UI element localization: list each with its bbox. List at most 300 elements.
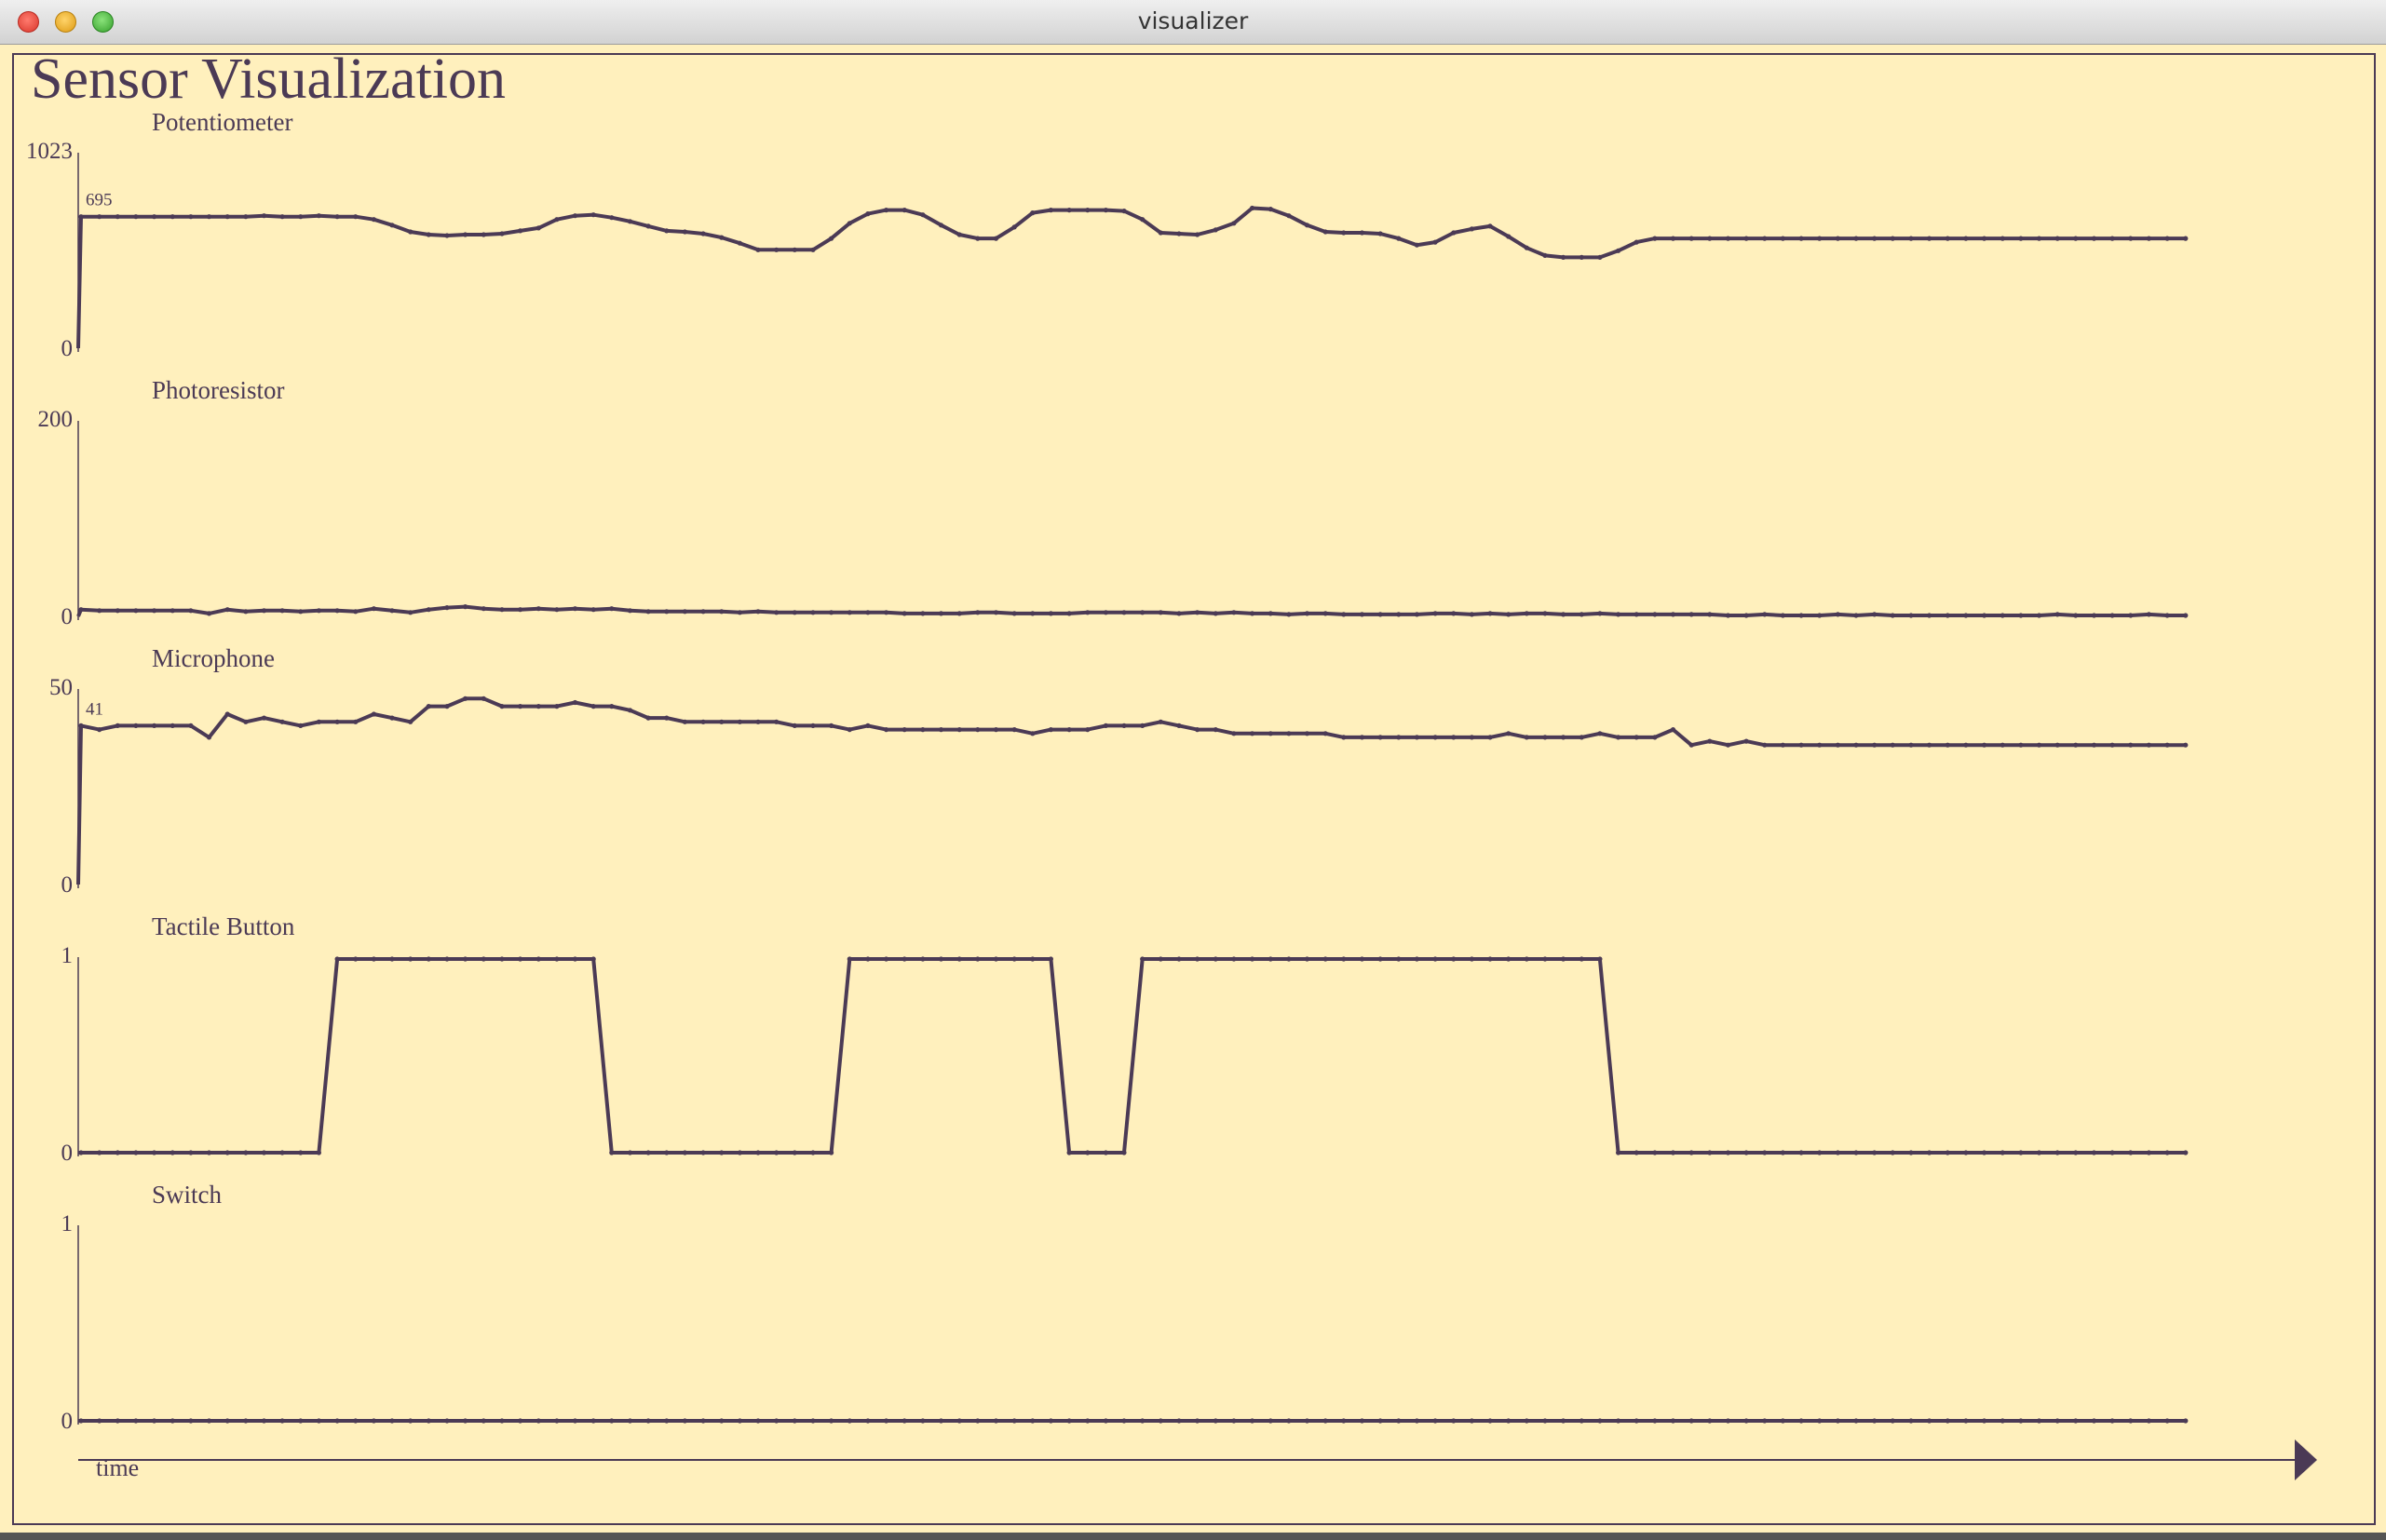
data-point-microphone bbox=[573, 700, 577, 705]
data-point-microphone bbox=[133, 723, 138, 728]
data-point-tactile-button bbox=[335, 956, 340, 961]
data-point-tactile-button bbox=[1963, 1150, 1968, 1155]
data-point-photoresistor bbox=[427, 607, 431, 612]
data-point-tactile-button bbox=[1671, 1150, 1675, 1155]
data-point-photoresistor bbox=[1597, 611, 1602, 615]
panel-title-photoresistor: Photoresistor bbox=[152, 376, 285, 404]
data-point-potentiometer bbox=[1891, 236, 1895, 241]
data-point-tactile-button bbox=[389, 956, 394, 961]
data-point-potentiometer bbox=[115, 214, 120, 219]
data-point-potentiometer bbox=[1963, 236, 1968, 241]
data-point-photoresistor bbox=[573, 606, 577, 611]
data-point-potentiometer bbox=[427, 232, 431, 236]
data-point-photoresistor bbox=[170, 608, 175, 613]
data-point-tactile-button bbox=[262, 1150, 266, 1155]
data-point-switch bbox=[2110, 1418, 2115, 1423]
data-point-photoresistor bbox=[1159, 610, 1163, 615]
data-point-potentiometer bbox=[1908, 236, 1913, 241]
data-point-switch bbox=[2165, 1418, 2170, 1423]
data-point-tactile-button bbox=[646, 1150, 651, 1155]
data-point-microphone bbox=[774, 720, 779, 724]
data-point-tactile-button bbox=[1542, 956, 1547, 961]
data-point-switch bbox=[1323, 1418, 1328, 1423]
data-point-switch bbox=[170, 1418, 175, 1423]
data-point-switch bbox=[1030, 1418, 1035, 1423]
data-point-tactile-button bbox=[1159, 956, 1163, 961]
data-point-switch bbox=[298, 1418, 303, 1423]
data-point-tactile-button bbox=[1597, 956, 1602, 961]
time-axis-label: time bbox=[96, 1454, 140, 1481]
data-point-tactile-button bbox=[427, 956, 431, 961]
data-point-photoresistor bbox=[2147, 612, 2151, 616]
data-point-microphone bbox=[2018, 743, 2023, 748]
data-point-potentiometer bbox=[1561, 255, 1566, 260]
data-point-photoresistor bbox=[389, 608, 394, 613]
data-point-potentiometer bbox=[152, 214, 156, 219]
data-point-switch bbox=[1927, 1418, 1932, 1423]
data-point-tactile-button bbox=[372, 956, 376, 961]
data-point-microphone bbox=[170, 723, 175, 728]
data-point-potentiometer bbox=[280, 214, 285, 219]
data-point-microphone bbox=[353, 720, 358, 724]
y-max-label-tactile-button: 1 bbox=[61, 943, 73, 968]
data-point-microphone bbox=[1231, 731, 1236, 736]
data-point-photoresistor bbox=[1341, 612, 1346, 616]
data-point-microphone bbox=[2055, 743, 2060, 748]
data-point-tactile-button bbox=[2110, 1150, 2115, 1155]
data-point-tactile-button bbox=[683, 1150, 687, 1155]
data-point-switch bbox=[518, 1418, 522, 1423]
y-min-label-microphone: 0 bbox=[61, 872, 73, 898]
data-point-photoresistor bbox=[1250, 611, 1254, 615]
data-point-microphone bbox=[2000, 743, 2005, 748]
data-point-switch bbox=[389, 1418, 394, 1423]
data-point-switch bbox=[847, 1418, 852, 1423]
data-point-photoresistor bbox=[2110, 613, 2115, 617]
data-point-tactile-button bbox=[920, 956, 925, 961]
data-point-microphone bbox=[444, 704, 449, 709]
data-point-tactile-button bbox=[133, 1150, 138, 1155]
panel-title-tactile-button: Tactile Button bbox=[152, 912, 295, 940]
data-point-photoresistor bbox=[1360, 612, 1364, 616]
data-point-switch bbox=[1579, 1418, 1584, 1423]
data-point-photoresistor bbox=[335, 608, 340, 613]
data-point-photoresistor bbox=[664, 609, 669, 614]
data-point-switch bbox=[408, 1418, 413, 1423]
data-point-tactile-button bbox=[1012, 956, 1017, 961]
time-axis-arrow-icon bbox=[2295, 1439, 2317, 1480]
data-point-microphone bbox=[225, 711, 230, 716]
data-point-potentiometer bbox=[1159, 230, 1163, 235]
data-point-potentiometer bbox=[920, 212, 925, 217]
series-line-microphone bbox=[78, 698, 2186, 885]
data-point-tactile-button bbox=[1140, 956, 1145, 961]
data-point-microphone bbox=[97, 727, 102, 732]
data-point-potentiometer bbox=[609, 215, 614, 220]
data-point-photoresistor bbox=[2128, 613, 2133, 617]
data-point-potentiometer bbox=[2128, 236, 2133, 241]
data-point-microphone bbox=[884, 727, 888, 732]
data-point-switch bbox=[975, 1418, 980, 1423]
data-point-photoresistor bbox=[207, 611, 211, 615]
data-point-potentiometer bbox=[188, 214, 193, 219]
data-point-microphone bbox=[683, 720, 687, 724]
data-point-switch bbox=[1542, 1418, 1547, 1423]
data-point-microphone bbox=[536, 704, 541, 709]
data-point-tactile-button bbox=[1067, 1150, 1072, 1155]
data-point-switch bbox=[1616, 1418, 1620, 1423]
data-point-switch bbox=[1707, 1418, 1712, 1423]
data-point-switch bbox=[1231, 1418, 1236, 1423]
data-point-microphone bbox=[372, 711, 376, 716]
data-point-photoresistor bbox=[1213, 611, 1218, 615]
data-point-tactile-button bbox=[1561, 956, 1566, 961]
data-point-tactile-button bbox=[1286, 956, 1291, 961]
y-max-label-switch: 1 bbox=[61, 1211, 73, 1236]
data-point-potentiometer bbox=[2183, 236, 2188, 241]
data-point-tactile-button bbox=[994, 956, 998, 961]
data-point-photoresistor bbox=[2055, 612, 2060, 616]
data-point-microphone bbox=[1030, 731, 1035, 736]
data-point-tactile-button bbox=[2147, 1150, 2151, 1155]
data-point-switch bbox=[1817, 1418, 1822, 1423]
data-point-microphone bbox=[1762, 743, 1767, 748]
data-point-switch bbox=[1067, 1418, 1072, 1423]
data-point-potentiometer bbox=[1982, 236, 1986, 241]
data-point-microphone bbox=[1634, 735, 1639, 739]
data-point-photoresistor bbox=[499, 607, 504, 612]
data-point-microphone bbox=[2073, 743, 2078, 748]
data-point-photoresistor bbox=[1561, 612, 1566, 616]
data-point-tactile-button bbox=[2128, 1150, 2133, 1155]
data-point-potentiometer bbox=[1323, 229, 1328, 234]
data-point-switch bbox=[2000, 1418, 2005, 1423]
data-point-tactile-button bbox=[353, 956, 358, 961]
data-point-switch bbox=[1415, 1418, 1419, 1423]
data-point-photoresistor bbox=[1415, 612, 1419, 616]
data-point-potentiometer bbox=[1305, 223, 1309, 227]
data-point-photoresistor bbox=[2183, 613, 2188, 617]
data-point-photoresistor bbox=[847, 610, 852, 615]
data-point-microphone bbox=[408, 720, 413, 724]
data-point-microphone bbox=[115, 723, 120, 728]
data-point-microphone bbox=[1799, 743, 1804, 748]
data-point-microphone bbox=[1652, 735, 1657, 739]
data-point-photoresistor bbox=[2092, 613, 2096, 617]
data-point-photoresistor bbox=[1433, 611, 1438, 615]
data-point-tactile-button bbox=[1378, 956, 1383, 961]
data-point-microphone bbox=[1891, 743, 1895, 748]
data-point-microphone bbox=[975, 727, 980, 732]
data-point-microphone bbox=[664, 716, 669, 721]
data-point-photoresistor bbox=[628, 608, 632, 613]
data-point-microphone bbox=[2092, 743, 2096, 748]
data-point-tactile-button bbox=[1341, 956, 1346, 961]
data-point-potentiometer bbox=[2110, 236, 2115, 241]
data-point-switch bbox=[920, 1418, 925, 1423]
data-point-switch bbox=[664, 1418, 669, 1423]
data-point-microphone bbox=[1542, 735, 1547, 739]
data-point-microphone bbox=[427, 704, 431, 709]
data-point-switch bbox=[1341, 1418, 1346, 1423]
data-point-tactile-button bbox=[536, 956, 541, 961]
data-point-photoresistor bbox=[701, 609, 706, 614]
y-max-label-microphone: 50 bbox=[49, 675, 73, 700]
data-point-switch bbox=[2128, 1418, 2133, 1423]
y-min-label-potentiometer: 0 bbox=[61, 336, 73, 361]
data-point-potentiometer bbox=[573, 213, 577, 218]
data-point-microphone bbox=[755, 720, 760, 724]
data-point-switch bbox=[1781, 1418, 1785, 1423]
data-point-switch bbox=[902, 1418, 907, 1423]
data-point-switch bbox=[317, 1418, 321, 1423]
data-point-photoresistor bbox=[1286, 612, 1291, 616]
data-point-photoresistor bbox=[1744, 613, 1749, 617]
window-title: visualizer bbox=[1137, 7, 1249, 34]
data-point-potentiometer bbox=[1634, 240, 1639, 245]
data-point-microphone bbox=[1268, 731, 1273, 736]
data-point-switch bbox=[97, 1418, 102, 1423]
data-point-photoresistor bbox=[1963, 613, 1968, 617]
data-point-photoresistor bbox=[1451, 611, 1456, 615]
data-point-photoresistor bbox=[957, 611, 962, 615]
data-point-switch bbox=[133, 1418, 138, 1423]
data-point-tactile-button bbox=[719, 1150, 724, 1155]
data-point-tactile-button bbox=[518, 956, 522, 961]
data-point-photoresistor bbox=[1872, 612, 1877, 616]
data-point-microphone bbox=[1305, 731, 1309, 736]
data-point-microphone bbox=[1104, 723, 1108, 728]
data-point-photoresistor bbox=[1231, 610, 1236, 615]
data-point-photoresistor bbox=[1891, 613, 1895, 617]
panel-microphone bbox=[49, 644, 2188, 898]
data-point-photoresistor bbox=[353, 609, 358, 614]
data-point-tactile-button bbox=[1836, 1150, 1840, 1155]
data-point-potentiometer bbox=[1799, 236, 1804, 241]
data-point-microphone bbox=[920, 727, 925, 732]
data-point-switch bbox=[2073, 1418, 2078, 1423]
data-point-potentiometer bbox=[1268, 207, 1273, 211]
data-point-tactile-button bbox=[1470, 956, 1474, 961]
y-max-label-photoresistor: 200 bbox=[37, 407, 73, 432]
data-point-switch bbox=[499, 1418, 504, 1423]
data-point-switch bbox=[262, 1418, 266, 1423]
data-point-tactile-button bbox=[243, 1150, 248, 1155]
data-point-tactile-button bbox=[1323, 956, 1328, 961]
data-point-photoresistor bbox=[1067, 611, 1072, 615]
data-point-microphone bbox=[1159, 720, 1163, 724]
data-point-photoresistor bbox=[810, 610, 815, 615]
data-point-microphone bbox=[554, 704, 559, 709]
data-point-potentiometer bbox=[97, 214, 102, 219]
data-point-switch bbox=[573, 1418, 577, 1423]
data-point-potentiometer bbox=[2055, 236, 2060, 241]
data-point-potentiometer bbox=[1396, 236, 1401, 241]
data-point-switch bbox=[1671, 1418, 1675, 1423]
series-line-tactile-button bbox=[78, 959, 2186, 1153]
data-point-microphone bbox=[1250, 731, 1254, 736]
data-point-potentiometer bbox=[170, 214, 175, 219]
data-point-potentiometer bbox=[1030, 210, 1035, 215]
data-point-switch bbox=[2092, 1418, 2096, 1423]
data-point-microphone bbox=[1872, 743, 1877, 748]
data-point-potentiometer bbox=[1872, 236, 1877, 241]
data-point-photoresistor bbox=[1140, 610, 1145, 615]
data-point-tactile-button bbox=[1891, 1150, 1895, 1155]
data-point-photoresistor bbox=[1030, 611, 1035, 615]
data-point-potentiometer bbox=[243, 214, 248, 219]
data-point-tactile-button bbox=[2165, 1150, 2170, 1155]
data-point-potentiometer bbox=[1049, 208, 1053, 212]
data-point-switch bbox=[2037, 1418, 2041, 1423]
data-point-potentiometer bbox=[444, 233, 449, 237]
data-point-switch bbox=[1634, 1418, 1639, 1423]
data-point-tactile-button bbox=[1231, 956, 1236, 961]
data-point-photoresistor bbox=[1049, 611, 1053, 615]
data-point-potentiometer bbox=[1762, 236, 1767, 241]
data-point-photoresistor bbox=[774, 610, 779, 615]
data-point-microphone bbox=[1121, 723, 1126, 728]
data-point-switch bbox=[1891, 1418, 1895, 1423]
data-point-tactile-button bbox=[1982, 1150, 1986, 1155]
data-point-photoresistor bbox=[646, 609, 651, 614]
data-point-tactile-button bbox=[1121, 1150, 1126, 1155]
data-point-switch bbox=[2147, 1418, 2151, 1423]
data-point-potentiometer bbox=[810, 248, 815, 252]
data-point-switch bbox=[481, 1418, 486, 1423]
data-point-microphone bbox=[2037, 743, 2041, 748]
data-point-microphone bbox=[738, 720, 742, 724]
data-point-tactile-button bbox=[170, 1150, 175, 1155]
series-line-potentiometer bbox=[78, 209, 2186, 349]
time-axis bbox=[78, 1439, 2317, 1481]
data-point-potentiometer bbox=[1707, 236, 1712, 241]
data-point-microphone bbox=[1927, 743, 1932, 748]
data-point-switch bbox=[2183, 1418, 2188, 1423]
data-point-microphone bbox=[1415, 735, 1419, 739]
data-point-potentiometer bbox=[317, 213, 321, 218]
data-point-photoresistor bbox=[975, 610, 980, 615]
data-point-photoresistor bbox=[755, 609, 760, 614]
data-point-potentiometer bbox=[1853, 236, 1858, 241]
data-point-switch bbox=[1049, 1418, 1053, 1423]
data-point-potentiometer bbox=[628, 219, 632, 223]
data-point-switch bbox=[1762, 1418, 1767, 1423]
panel-title-microphone: Microphone bbox=[152, 644, 275, 672]
data-point-photoresistor bbox=[1634, 612, 1639, 616]
data-point-switch bbox=[646, 1418, 651, 1423]
data-point-photoresistor bbox=[1707, 612, 1712, 616]
data-point-tactile-button bbox=[1360, 956, 1364, 961]
data-point-microphone bbox=[719, 720, 724, 724]
data-point-photoresistor bbox=[591, 607, 596, 612]
data-point-switch bbox=[1104, 1418, 1108, 1423]
data-point-switch bbox=[372, 1418, 376, 1423]
data-point-switch bbox=[1268, 1418, 1273, 1423]
data-point-microphone bbox=[463, 696, 468, 701]
data-point-potentiometer bbox=[1195, 232, 1200, 236]
data-point-tactile-button bbox=[444, 956, 449, 961]
data-point-potentiometer bbox=[2165, 236, 2170, 241]
data-point-microphone bbox=[317, 720, 321, 724]
data-point-microphone bbox=[1853, 743, 1858, 748]
data-point-potentiometer bbox=[1378, 231, 1383, 236]
data-point-potentiometer bbox=[1470, 226, 1474, 231]
data-point-photoresistor bbox=[1470, 612, 1474, 616]
data-point-photoresistor bbox=[1378, 612, 1383, 616]
data-point-switch bbox=[188, 1418, 193, 1423]
data-point-photoresistor bbox=[994, 610, 998, 615]
data-point-tactile-button bbox=[152, 1150, 156, 1155]
data-point-tactile-button bbox=[829, 1150, 834, 1155]
data-point-microphone bbox=[1140, 723, 1145, 728]
data-point-tactile-button bbox=[2018, 1150, 2023, 1155]
data-point-microphone bbox=[1176, 723, 1181, 728]
data-point-potentiometer bbox=[994, 236, 998, 241]
data-point-switch bbox=[609, 1418, 614, 1423]
data-point-photoresistor bbox=[1323, 611, 1328, 615]
data-point-microphone bbox=[2128, 743, 2133, 748]
data-point-photoresistor bbox=[1525, 611, 1529, 615]
data-point-potentiometer bbox=[1945, 236, 1950, 241]
data-point-tactile-button bbox=[1250, 956, 1254, 961]
data-point-switch bbox=[939, 1418, 943, 1423]
data-point-microphone bbox=[1982, 743, 1986, 748]
data-point-tactile-button bbox=[939, 956, 943, 961]
data-point-photoresistor bbox=[243, 609, 248, 614]
data-point-potentiometer bbox=[481, 232, 486, 236]
data-point-potentiometer bbox=[939, 223, 943, 227]
data-point-photoresistor bbox=[719, 609, 724, 614]
data-point-switch bbox=[884, 1418, 888, 1423]
data-point-potentiometer bbox=[1433, 240, 1438, 245]
data-point-microphone bbox=[957, 727, 962, 732]
data-point-microphone bbox=[1012, 727, 1017, 732]
data-point-photoresistor bbox=[188, 608, 193, 613]
data-point-photoresistor bbox=[1616, 612, 1620, 616]
data-point-photoresistor bbox=[738, 610, 742, 615]
data-point-microphone bbox=[1707, 739, 1712, 744]
data-point-tactile-button bbox=[1781, 1150, 1785, 1155]
data-point-tactile-button bbox=[774, 1150, 779, 1155]
value-marker-microphone: 41 bbox=[86, 699, 103, 720]
data-point-microphone bbox=[810, 723, 815, 728]
data-point-switch bbox=[2018, 1418, 2023, 1423]
data-point-potentiometer bbox=[902, 208, 907, 212]
panel-photoresistor bbox=[38, 376, 2189, 629]
data-point-photoresistor bbox=[1982, 613, 1986, 617]
data-point-tactile-button bbox=[1396, 956, 1401, 961]
data-point-tactile-button bbox=[1305, 956, 1309, 961]
data-point-switch bbox=[554, 1418, 559, 1423]
data-point-potentiometer bbox=[133, 214, 138, 219]
data-point-tactile-button bbox=[793, 1150, 797, 1155]
data-point-microphone bbox=[1067, 727, 1072, 732]
data-point-microphone bbox=[389, 716, 394, 721]
data-point-tactile-button bbox=[738, 1150, 742, 1155]
page-title: Sensor Visualization bbox=[31, 47, 507, 111]
data-point-photoresistor bbox=[609, 606, 614, 611]
data-point-photoresistor bbox=[1085, 610, 1090, 615]
data-point-photoresistor bbox=[683, 609, 687, 614]
data-point-potentiometer bbox=[335, 214, 340, 219]
data-point-switch bbox=[1744, 1418, 1749, 1423]
data-point-switch bbox=[1945, 1418, 1950, 1423]
data-point-switch bbox=[1159, 1418, 1163, 1423]
data-point-switch bbox=[1360, 1418, 1364, 1423]
data-point-potentiometer bbox=[1542, 253, 1547, 258]
data-point-potentiometer bbox=[2092, 236, 2096, 241]
